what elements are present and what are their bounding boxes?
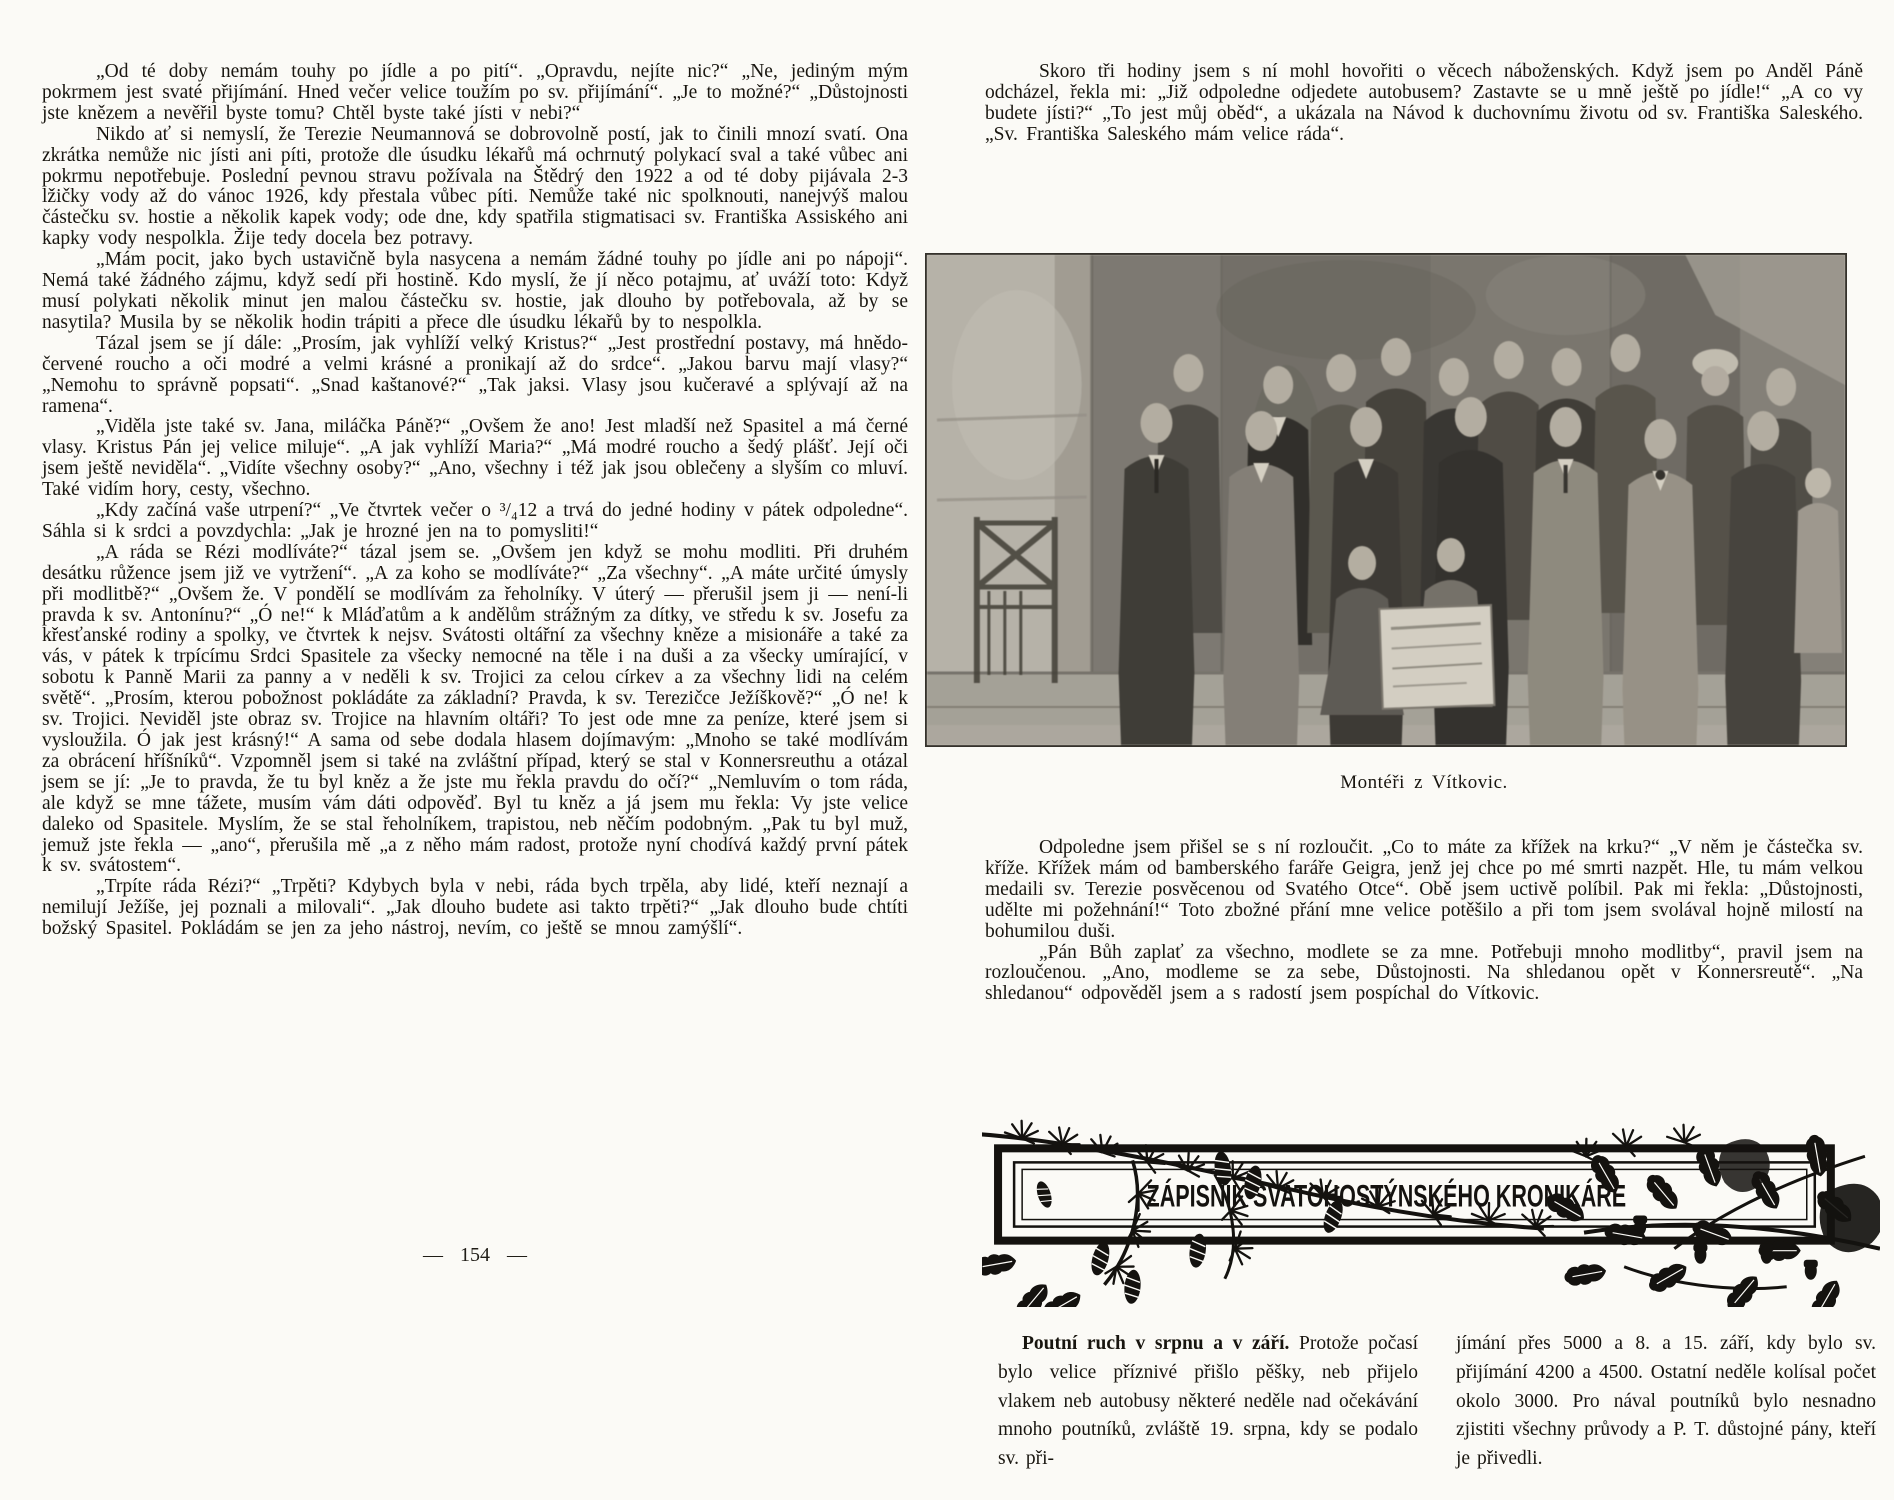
group-photo-image [927, 255, 1845, 745]
paragraph: Odpoledne jsem přišel se s ní rozloučit. „Co to máte za křížek na krku?“ „V něm je částečka sv. kříže. Křížek mám od bamberského faráře Geigra, jenž jej chce po mé smrti nazpět. Hle, tu mám velkou medaili sv. Terezie posvěcenou od Svatého Otce“. Obě jsem uctivě políbil. Pak mi řekla: „Důstojnosti, udělte mi požehnání!“ Toto zbožné přání mne velice potěšilo a při tom jsem svolával hojně milostí na bohumilou duši. [985, 837, 1863, 942]
right-column-body [985, 838, 1863, 1005]
chronicle-banner [982, 1095, 1880, 1307]
news-left-column [998, 1330, 1418, 1474]
paragraph: „Mám pocit, jako bych ustavičně byla nasycena a nemám žádné touhy po jídle ani po nápoji“. Nemá také žádného zájmu, když sedí při hostině. Kdo myslí, že jí něco potajmu, ať uváží toto: Když musí polykati několik minut jen malou částečku sv. hostie, jak dlouho by potřebovala, až by se nasytila? Musila by se několik hodin trápiti a přece dle úsudku lékařů by to nespolkla. [42, 249, 908, 333]
chronicle-text [998, 1330, 1876, 1474]
paragraph [998, 1330, 1418, 1474]
left-column [42, 62, 908, 940]
news-lead: Poutní ruch v srpnu a v září. [1022, 1333, 1290, 1354]
right-column-intro [985, 62, 1863, 146]
group-photo [925, 253, 1847, 747]
banner-title: ZÁPISNÍK SVATOHOSTÝNSKÉHO KRONIKÁŘE [1146, 1178, 1840, 1214]
paragraph: „Viděla jste také sv. Jana, miláčka Páně?“ „Ovšem že ano! Jest mladší než Spasitel a má černé vlasy. Kristus Pán jej velice miluje“. „A jak vyhlíží Maria?“ „Má modré roucho a šedý plášť. Její oči jsem ještě neviděla“. „Vidíte všechny osoby?“ „Ano, všechny i též jak jsou oblečeny a slyším co mluví. Také vidím hory, cesty, všechno. [42, 416, 908, 501]
paragraph: „A ráda se Rézi modlíváte?“ tázal jsem se. „Ovšem jen když se mohu modliti. Při druhém desátku růžence jsem již ve vytržení“. „A za koho se modlíváte?“ „Za všechny“. „A máte určité úmysly při modlitbě?“ „Ovšem že. V pondělí se modlívám za řeholníky. V úterý — přerušil jsem ji — není-li pravda k sv. Antonínu?“ „Ó ne!“ k Mláďatům a k andělům strážným za dítky, ve středu k sv. Josefu za křesťanské rodiny a spolky, ve čtvrtek k nejsv. Svátosti oltářní za všechny kněze a misionáře a také za vás, v pátek k trpícímu Srdci Spasitele za všecky nemocné na těle i na duši a za všecky umírající, v sobotu k Panně Marii za panny a v neděli k sv. Trojici za celou církev a za všechny lidi na celém světě“. „Prosím, kterou pobožnost pokládáte za základní? Pravda, k sv. Terezičce Ježíškově?“ „Ó ne! k sv. Trojici. Neviděl jste obraz sv. Trojice na hlavním oltáři? To jest ode mne za peníze, které jsem si vysloužila. Ó jak jest krásný!“ A sama od sebe dodala hlasem dojímavým: „Mnoho se také modlívám za obrácení hříšníků“. Vzpomněl jsem si také na zvláštní případ, který se stal v Konnersreuthu a otázal jsem se jí: „Je to pravda, že tu byl kněz a že jste mu řekla pravdu do očí?“ „Nemluvím o tom ráda, ale když se mne tážete, musím vám dáti odpověď. Byl tu kněz a já jsem mu řekla: Vy jste velice daleko od Spasitele. Myslím, že se stal řeholníkem, trapistou, neb něčím podobným. „Pak tu byl muž, jemuž jste řekla — „ano“, přerušila mě „a z něho mám radost, protože nyní chodívá každý první pátek k sv. svátostem“. [42, 541, 908, 877]
news-right-column [1456, 1330, 1876, 1474]
paragraph: Skoro tři hodiny jsem s ní mohl hovořiti o věcech náboženských. Když jsem po Anděl Páně odcházel, řekla mi: „Již odpoledne odjedete autobusem? Zastavte se u mně ještě po jídle!“ „A co vy budete jísti?“ „To jest můj oběd“, a ukázala na Návod k duchovnímu životu od sv. Františka Saleského. „Sv. Františka Saleského mám velice ráda“. [985, 61, 1863, 145]
paragraph: Tázal jsem se jí dále: „Prosím, jak vyhlíží velký Kristus?“ „Jest prostřední postavy, má hnědo-červené roucho a oči modré a velmi krásné a pronikají až do srdce“. „Jakou barvu mají vlasy?“ „Nemohu to správně popsati“. „Snad kaštanové?“ „Tak jaksi. Vlasy jsou kučeravé a splývají až na ramena“. [42, 332, 908, 417]
page-number: — 154 — [423, 1244, 527, 1266]
news-lead-continuation: Protože počasí bylo velice příznivé přišlo pěšky, neb přijelo vlakem neb autobusy některé neděle nad očekávání mnoho poutníků, zvláště 19. srpna, kdy se podalo sv. při- [998, 1333, 1418, 1470]
paragraph: „Pán Bůh zaplať za všechno, modlete se za mne. Potřebuji mnoho modlitby“, pravil jsem na rozloučenou. „Ano, modleme se za sebe, Důstojnosti. Na shledanou opět v Konnersreutě“. „Na shledanou“ odpověděl jsem a s radostí jsem pospíchal do Vítkovic. [985, 941, 1863, 1005]
paragraph: jímání přes 5000 a 8. a 15. září, kdy bylo sv. přijímání 4200 a 4500. Ostatní neděle kolísal počet okolo 3000. Pro nával poutníků bylo nesnadno zjistiti všechny průvody a P. T. důstojné pány, kteří je přivedli. [1456, 1333, 1876, 1470]
paragraph: Nikdo ať si nemyslí, že Terezie Neumannová se dobrovolně postí, jak to činili mnozí svatí. Ona zkrátka nemůže nic jísti ani píti, protože dle úsudku lékařů má ochrnutý polykací sval a také vůbec ani pokrmu nepotřebuje. Poslední pevnou stravu požívala na Štědrý den 1922 a od té doby pijávala 2-3 lžičky vody až do vánoc 1926, kdy přestala vůbec píti. Nemůže také nic spolknouti, nanejvýš malou částečku sv. hostie a několik kapek vody; ode dne, kdy spatřila stigmatisaci sv. Františka Assiského ani kapky vody nespolkla. Žije tedy docela bez potravy. [42, 123, 908, 250]
paragraph: „Od té doby nemám touhy po jídle a po pití“. „Opravdu, nejíte nic?“ „Ne, jediným mým pokrmem jest svaté přijímání. Hned večer velice toužím po sv. přijímání“. „Je to možné?“ „Důstojnosti jste knězem a nevěřil byste tomu? Chtěl byste také jísti v nebi?“ [42, 61, 908, 124]
photo-caption: Montéři z Vítkovic. [1340, 772, 1508, 793]
chronicle-banner-art [982, 1095, 1880, 1307]
paragraph: „Kdy začíná vaše utrpení?“ „Ve čtvrtek večer o ³/₄12 a trvá do jedné hodiny v pátek odpoledne“. Sáhla si k srdci a povzdychla: „Jak je hrozné jen na to pomysliti!“ [42, 500, 908, 542]
paragraph: „Trpíte ráda Rézi?“ „Trpěti? Kdybych byla v nebi, ráda bych trpěla, aby lidé, kteří neznají a nemilují Ježíše, jej poznali a milovali“. „Jak dlouho budete asi takto trpěti?“ „Jak dlouho bude chtíti božský Spasitel. Pokládám se jen za jeho nástroj, nevím, co ještě se mnou zamýšlí“. [42, 876, 908, 940]
